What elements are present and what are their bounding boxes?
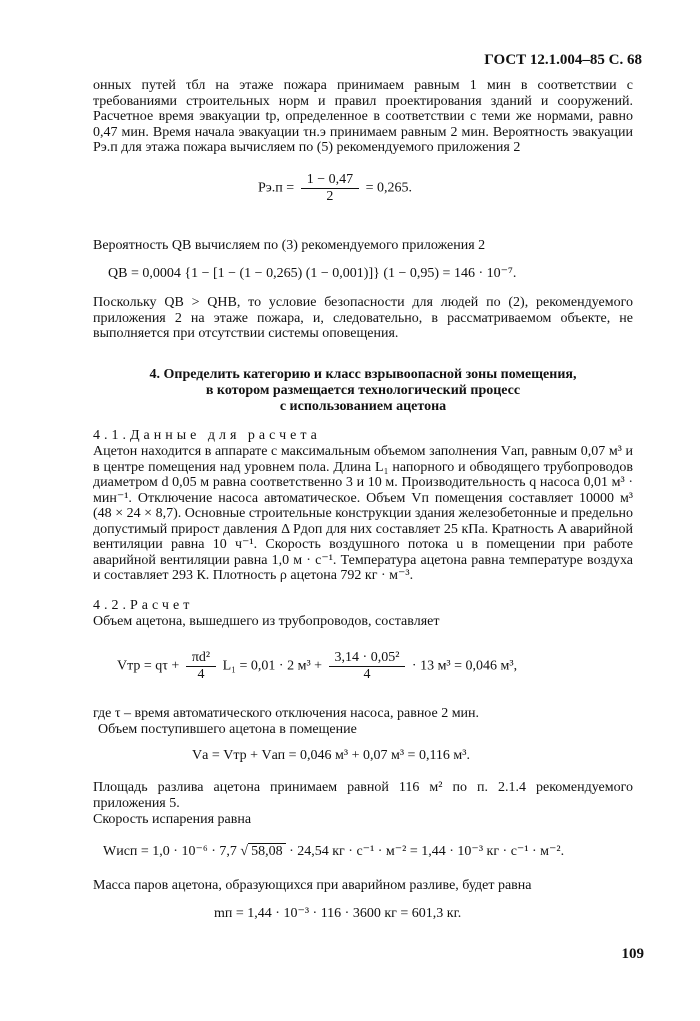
formula-lhs: Vтр = qτ + xyxy=(117,658,180,674)
paragraph-evaporation-intro: Скорость испарения равна xyxy=(93,812,252,827)
fraction-denominator: 4 xyxy=(363,667,371,682)
formula-fraction-1 xyxy=(186,650,216,683)
page-number: 109 xyxy=(621,946,644,962)
paragraph-safety-conclusion: Поскольку QB > QHB, то условие безопасности для людей по (2), рекомендуемого приложения 2 на этаже пожара, и, следовательно, в рассматриваемом объекте, не выполняется при отсутствии системы оповещения. xyxy=(93,295,633,341)
formula-m-vapor: mп = 1,44 · 10⁻³ · 116 · 3600 кг = 601,3 кг. xyxy=(214,906,462,921)
fraction-numerator: 1 − 0,47 xyxy=(301,172,359,189)
section-title-line-3: с использованием ацетона xyxy=(279,399,447,414)
formula-rhs: · 24,54 кг · с⁻¹ · м⁻² = 1,44 · 10⁻³ кг · с⁻¹ · м⁻². xyxy=(289,844,565,859)
formula-rhs: · 13 м³ = 0,046 м³, xyxy=(411,658,518,674)
formula-w-evaporation xyxy=(103,843,564,860)
subheading-calculation: 4.2.Расчет xyxy=(93,598,194,613)
section-title-line-1: 4. Определить категорию и класс взрывоопасной зоны помещения, xyxy=(149,367,577,382)
paragraph-evacuation: онных путей τбл на этаже пожара принимаем равным 1 мин в соответствии с требованиями строительных норм и правил проектирования зданий и сооружений. Расчетное время эвакуации tр, определенное в соответствии с теми же нормами, равно 0,47 мин. Время начала эвакуации τн.э принимаем равным 2 мин. Вероятность эвакуации Pэ.п для этажа пожара вычисляем по (5) рекомендуемого приложения 2 xyxy=(93,78,633,155)
formula-lhs: Wисп = 1,0 · 10⁻⁶ · 7,7 xyxy=(103,844,237,859)
formula-fraction xyxy=(301,172,359,205)
paragraph-vapor-mass-intro: Масса паров ацетона, образующихся при аварийном разливе, будет равна xyxy=(93,878,532,893)
fraction-numerator: 3,14 · 0,05² xyxy=(329,650,406,667)
formula-mid: L₁ = 0,01 · 2 м³ + xyxy=(222,658,323,674)
paragraph-input-data: Ацетон находится в аппарате с максимальным объемом заполнения Vап, равным 0,07 м³ и в центре помещения над уровнем пола. Длина L₁ напорного и обводящего трубопроводов диаметром d 0,05 м равна соответственно 3 и 10 м. Производительность q насоса 0,01 м³ · мин⁻¹. Отключение насоса автоматическое. Объем Vп помещения составляет 10000 м³ (48 × 24 × 8,7). Основные строительные конструкции здания железобетонные и предельно допустимый прирост давления Δ Pдоп для них составляет 25 кПа. Кратность A аварийной вентиляции равна 10 ч⁻¹. Скорость воздушного потока u в помещении при работе аварийной вентиляции равна 1,0 м · с⁻¹. Температура ацетона равна температуре воздуха и составляет 293 К. Плотность ρ ацетона 792 кг · м⁻³. xyxy=(93,444,633,583)
sqrt-radicand: 58,08 xyxy=(248,843,286,859)
section-title-line-2: в котором размещается технологический процесс xyxy=(205,383,521,398)
paragraph-volume-intro: Объем ацетона, вышедшего из трубопроводов, составляет xyxy=(93,614,440,629)
paragraph-qb-intro: Вероятность QB вычисляем по (3) рекомендуемого приложения 2 xyxy=(93,238,486,253)
subheading-data: 4.1.Данные для расчета xyxy=(93,428,321,443)
fraction-denominator: 2 xyxy=(326,189,334,204)
formula-lhs: Pэ.п = xyxy=(258,180,295,196)
formula-v-total: Vа = Vтр + Vап = 0,046 м³ + 0,07 м³ = 0,116 м³. xyxy=(192,748,470,763)
paragraph-tau-definition: где τ – время автоматического отключения насоса, равное 2 мин. xyxy=(93,706,480,721)
formula-fraction-2 xyxy=(329,650,406,683)
formula-rhs: = 0,265. xyxy=(365,180,412,196)
paragraph-spill-area: Площадь разлива ацетона принимаем равной 116 м² по п. 2.1.4 рекомендуемого приложения 5. xyxy=(93,780,633,811)
formula-v-pipe xyxy=(117,650,517,683)
formula-p-evacuation xyxy=(258,172,412,205)
fraction-denominator: 4 xyxy=(197,667,205,682)
formula-qb: QB = 0,0004 {1 − [1 − (1 − 0,265) (1 − 0,001)]} (1 − 0,95) = 146 · 10⁻⁷. xyxy=(108,266,517,281)
sqrt-sign: √ xyxy=(240,844,249,859)
fraction-numerator: πd² xyxy=(186,650,216,667)
document-header: ГОСТ 12.1.004–85 С. 68 xyxy=(484,52,642,68)
paragraph-volume-room: Объем поступившего ацетона в помещение xyxy=(98,722,357,737)
